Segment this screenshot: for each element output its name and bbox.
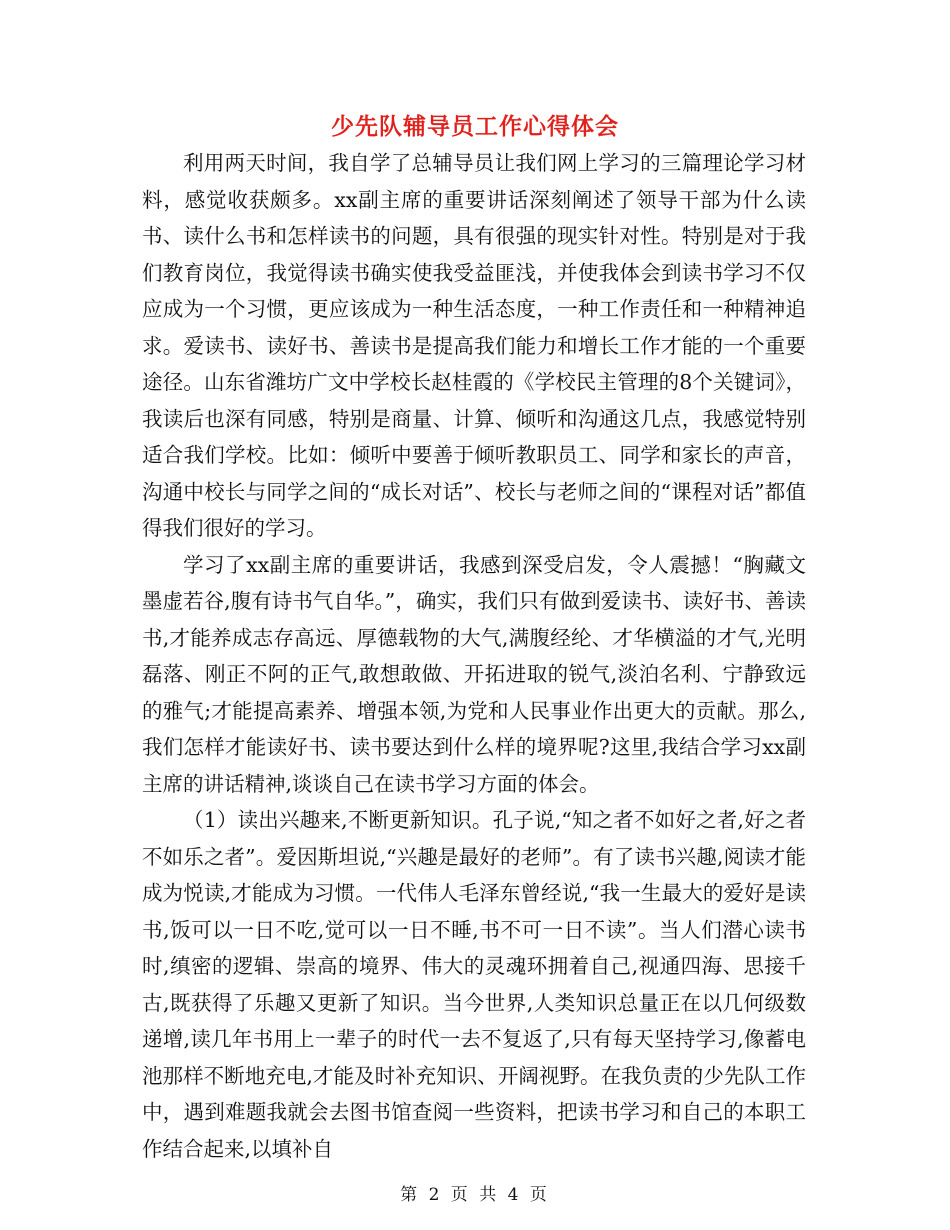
page-footer: 第 2 页 共 4 页 <box>400 1185 550 1205</box>
paragraph-3: （1）读出兴趣来,不断更新知识。孔子说,“知之者不如好之者,好之者不如乐之者”。爱因斯坦说,“兴趣是最好的老师”。有了读书兴趣,阅读才能成为悦读,才能成为习惯。一代伟人毛泽东曾经说,“我一生最大的爱好是读书,饭可以一日不吃,觉可以一日不睡,书不可一日不读”。当人们潜心读书时,缜密的逻辑、崇高的境界、伟大的灵魂环拥着自己,视通四海、思接千古,既获得了乐趣又更新了知识。当今世界,人类知识总量正在以几何级数递增,读几年书用上一辈子的时代一去不复返了,只有每天坚持学习,像蓄电池那样不断地充电,才能及时补充知识、开阔视野。在我负责的少先队工作中，遇到难题我就会去图书馆查阅一些资料，把读书学习和自己的本职工作结合起来,以填补自 <box>142 808 806 1161</box>
paragraph-2: 学习了xx副主席的重要讲话，我感到深受启发，令人震撼！“胸藏文墨虚若谷,腹有诗书气自华。”，确实，我们只有做到爱读书、读好书、善读书,才能养成志存高远、厚德载物的大气,满腹经纶、才华横溢的才气,光明磊落、刚正不阿的正气,敢想敢做、开拓进取的锐气,淡泊名利、宁静致远的雅气;才能提高素养、增强本领,为党和人民事业作出更大的贡献。那么,我们怎样才能读好书、读书要达到什么样的境界呢?这里,我结合学习xx副主席的讲话精神,谈谈自己在读书学习方面的体会。 <box>142 552 806 796</box>
document-body <box>142 145 806 1167</box>
paragraph-1: 利用两天时间，我自学了总辅导员让我们网上学习的三篇理论学习材料，感觉收获颇多。xx副主席的重要讲话深刻阐述了领导干部为什么读书、读什么书和怎样读书的问题，具有很强的现实针对性。特别是对于我们教育岗位，我觉得读书确实使我受益匪浅，并使我体会到读书学习不仅应成为一个习惯，更应该成为一种生活态度，一种工作责任和一种精神追求。爱读书、读好书、善读书是提高我们能力和增长工作才能的一个重要途径。山东省潍坊广文中学校长赵桂霞的《学校民主管理的8个关键词》，我读后也深有同感，特别是商量、计算、倾听和沟通这几点，我感觉特别适合我们学校。比如：倾听中要善于倾听教职员工、同学和家长的声音，沟通中校长与同学之间的“成长对话”、校长与老师之间的“课程对话”都值得我们很好的学习。 <box>142 151 806 540</box>
document-title: 少先队辅导员工作心得体会 <box>331 114 619 140</box>
